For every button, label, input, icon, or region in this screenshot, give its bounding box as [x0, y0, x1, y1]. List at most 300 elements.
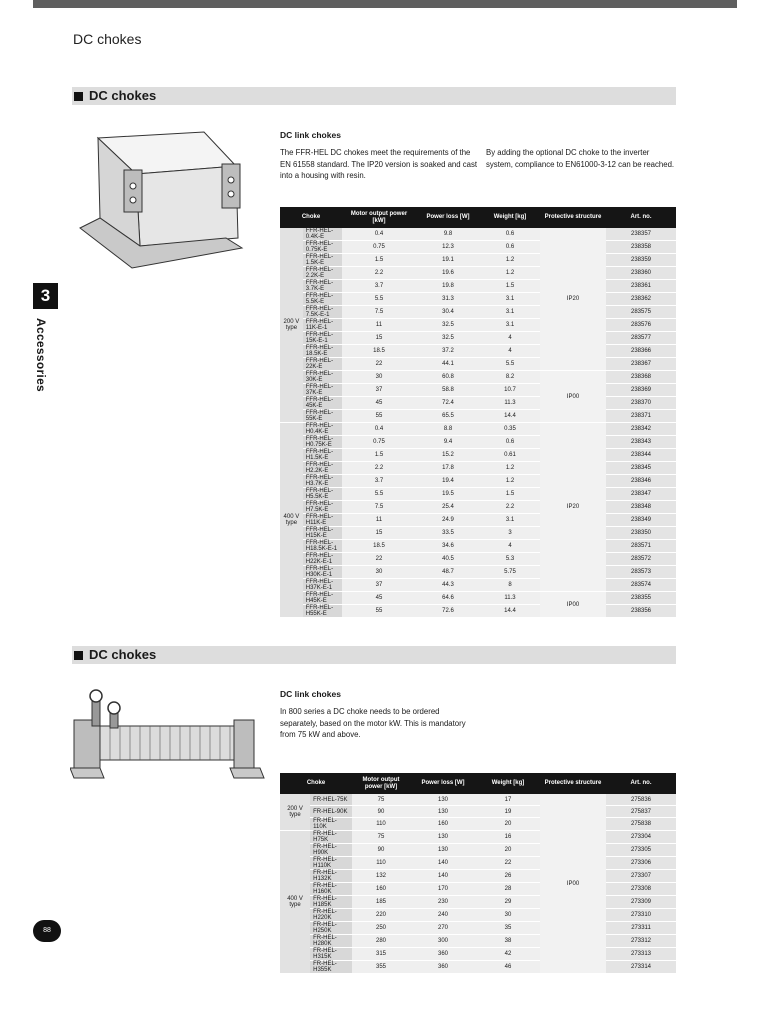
power-loss-cell: 19.1 — [416, 254, 480, 267]
weight-cell: 1.2 — [480, 267, 540, 280]
weight-cell: 5.5 — [480, 358, 540, 371]
section1-text-right: By adding the optional DC choke to the inverter system, compliance to EN61000-3-12 can be reached. — [486, 148, 675, 169]
table-row — [280, 241, 676, 254]
power-loss-cell: 240 — [410, 909, 476, 922]
power-loss-cell: 19.4 — [416, 475, 480, 488]
art-no-cell: 273307 — [606, 870, 676, 883]
art-no-cell: 238362 — [606, 293, 676, 306]
art-no-cell: 238358 — [606, 241, 676, 254]
power-loss-cell: 140 — [410, 870, 476, 883]
choke-model-cell: FFR-HEL-H30K-E-1 — [303, 566, 342, 579]
power-loss-cell: 360 — [410, 948, 476, 961]
art-no-cell: 238349 — [606, 514, 676, 527]
choke-model-cell: FR-HEL-H185K — [310, 896, 352, 909]
art-no-cell: 238348 — [606, 501, 676, 514]
column-header: Weight [kg] — [476, 773, 540, 794]
art-no-cell: 238345 — [606, 462, 676, 475]
table-row — [280, 831, 676, 844]
table-row — [280, 449, 676, 462]
choke-model-cell: FFR-HEL-H1.5K-E — [303, 449, 342, 462]
power-loss-cell: 270 — [410, 922, 476, 935]
weight-cell: 14.4 — [480, 410, 540, 423]
motor-power-cell: 90 — [352, 844, 410, 857]
art-no-cell: 238369 — [606, 384, 676, 397]
motor-power-cell: 110 — [352, 818, 410, 831]
chapter-number: 3 — [33, 283, 58, 309]
choke-model-cell: FFR-HEL-H45K-E — [303, 592, 342, 605]
motor-power-cell: 45 — [342, 592, 416, 605]
choke-model-cell: FFR-HEL-1.5K-E — [303, 254, 342, 267]
motor-power-cell: 22 — [342, 358, 416, 371]
motor-power-cell: 185 — [352, 896, 410, 909]
table-row — [280, 818, 676, 831]
motor-power-cell: 160 — [352, 883, 410, 896]
table-row — [280, 345, 676, 358]
motor-power-cell: 110 — [352, 857, 410, 870]
column-header: Power loss [W] — [410, 773, 476, 794]
weight-cell: 38 — [476, 935, 540, 948]
weight-cell: 35 — [476, 922, 540, 935]
art-no-cell: 273304 — [606, 831, 676, 844]
power-loss-cell: 160 — [410, 818, 476, 831]
power-loss-cell: 44.3 — [416, 579, 480, 592]
column-header: Protective structure — [540, 207, 606, 228]
protective-structure-cell: IP20 — [540, 423, 606, 592]
motor-power-cell: 3.7 — [342, 280, 416, 293]
weight-cell: 0.61 — [480, 449, 540, 462]
motor-power-cell: 280 — [352, 935, 410, 948]
power-loss-cell: 19.8 — [416, 280, 480, 293]
art-no-cell: 275838 — [606, 818, 676, 831]
choke-model-cell: FFR-HEL-H11K-E — [303, 514, 342, 527]
weight-cell: 14.4 — [480, 605, 540, 618]
column-header: Weight [kg] — [480, 207, 540, 228]
motor-power-cell: 220 — [352, 909, 410, 922]
power-loss-cell: 9.4 — [416, 436, 480, 449]
table-row — [280, 319, 676, 332]
art-no-cell: 238360 — [606, 267, 676, 280]
power-loss-cell: 32.5 — [416, 319, 480, 332]
table-row — [280, 896, 676, 909]
choke-model-cell: FR-HEL-110K — [310, 818, 352, 831]
weight-cell: 22 — [476, 857, 540, 870]
motor-power-cell: 1.5 — [342, 449, 416, 462]
motor-power-cell: 22 — [342, 553, 416, 566]
weight-cell: 1.2 — [480, 475, 540, 488]
motor-power-cell: 11 — [342, 319, 416, 332]
choke-model-cell: FFR-HEL-0.4K-E — [303, 228, 342, 241]
power-loss-cell: 44.1 — [416, 358, 480, 371]
protective-structure-cell: IP00 — [540, 371, 606, 423]
table-row — [280, 293, 676, 306]
section-title-2: DC chokes — [72, 646, 676, 664]
table-row — [280, 436, 676, 449]
motor-power-cell: 0.75 — [342, 241, 416, 254]
motor-power-cell: 75 — [352, 794, 410, 806]
art-no-cell: 283575 — [606, 306, 676, 319]
motor-power-cell: 7.5 — [342, 306, 416, 319]
weight-cell: 16 — [476, 831, 540, 844]
motor-power-cell: 1.5 — [342, 254, 416, 267]
art-no-cell: 283572 — [606, 553, 676, 566]
choke-model-cell: FFR-HEL-H0.4K-E — [303, 423, 342, 436]
choke-model-cell: FR-HEL-H132K — [310, 870, 352, 883]
weight-cell: 11.3 — [480, 592, 540, 605]
chapter-label: Accessories — [34, 318, 48, 393]
art-no-cell: 238347 — [606, 488, 676, 501]
table-row — [280, 410, 676, 423]
table-row — [280, 935, 676, 948]
power-loss-cell: 72.6 — [416, 605, 480, 618]
weight-cell: 8.2 — [480, 371, 540, 384]
choke-model-cell: FR-HEL-H250K — [310, 922, 352, 935]
choke-model-cell: FFR-HEL-11K-E-1 — [303, 319, 342, 332]
art-no-cell: 238371 — [606, 410, 676, 423]
power-loss-cell: 19.5 — [416, 488, 480, 501]
weight-cell: 0.6 — [480, 241, 540, 254]
table-row — [280, 794, 676, 806]
choke-model-cell: FFR-HEL-H55K-E — [303, 605, 342, 618]
motor-power-cell: 0.75 — [342, 436, 416, 449]
motor-power-cell: 55 — [342, 410, 416, 423]
weight-cell: 0.6 — [480, 228, 540, 241]
weight-cell: 8 — [480, 579, 540, 592]
voltage-type-cell: 400 V type — [280, 831, 310, 974]
art-no-cell: 283573 — [606, 566, 676, 579]
table-row — [280, 397, 676, 410]
choke-model-cell: FFR-HEL-H5.5K-E — [303, 488, 342, 501]
motor-power-cell: 5.5 — [342, 293, 416, 306]
weight-cell: 11.3 — [480, 397, 540, 410]
motor-power-cell: 0.4 — [342, 423, 416, 436]
choke-model-cell: FFR-HEL-30K-E — [303, 371, 342, 384]
motor-power-cell: 45 — [342, 397, 416, 410]
power-loss-cell: 30.4 — [416, 306, 480, 319]
column-header: Choke — [280, 207, 342, 228]
column-header: Choke — [280, 773, 352, 794]
weight-cell: 1.5 — [480, 280, 540, 293]
weight-cell: 2.2 — [480, 501, 540, 514]
art-no-cell: 273309 — [606, 896, 676, 909]
power-loss-cell: 25.4 — [416, 501, 480, 514]
table-row — [280, 844, 676, 857]
choke-model-cell: FR-HEL-H75K — [310, 831, 352, 844]
section2-text: In 800 series a DC choke needs to be ordered separately, based on the motor kW. This is mandatory from 75 kW and above. — [280, 707, 466, 739]
power-loss-cell: 230 — [410, 896, 476, 909]
power-loss-cell: 130 — [410, 844, 476, 857]
table-row — [280, 922, 676, 935]
column-header: Motor output power [kW] — [352, 773, 410, 794]
motor-power-cell: 315 — [352, 948, 410, 961]
dc-choke-table-1 — [280, 207, 676, 618]
choke-model-cell: FR-HEL-H160K — [310, 883, 352, 896]
weight-cell: 0.35 — [480, 423, 540, 436]
motor-power-cell: 37 — [342, 384, 416, 397]
weight-cell: 46 — [476, 961, 540, 974]
motor-power-cell: 15 — [342, 332, 416, 345]
art-no-cell: 283577 — [606, 332, 676, 345]
table-row — [280, 527, 676, 540]
table-row — [280, 514, 676, 527]
power-loss-cell: 19.6 — [416, 267, 480, 280]
page-header: DC chokes — [73, 31, 142, 47]
column-header: Protective structure — [540, 773, 606, 794]
weight-cell: 4 — [480, 332, 540, 345]
motor-power-cell: 90 — [352, 806, 410, 818]
art-no-cell: 238356 — [606, 605, 676, 618]
weight-cell: 1.2 — [480, 254, 540, 267]
choke-model-cell: FFR-HEL-H37K-E-1 — [303, 579, 342, 592]
table-row — [280, 948, 676, 961]
table-row — [280, 371, 676, 384]
power-loss-cell: 40.5 — [416, 553, 480, 566]
dc-choke-table-2 — [280, 773, 676, 974]
power-loss-cell: 12.3 — [416, 241, 480, 254]
protective-structure-cell: IP20 — [540, 228, 606, 371]
dc-choke-ip20-illustration — [76, 128, 248, 274]
motor-power-cell: 2.2 — [342, 462, 416, 475]
weight-cell: 4 — [480, 540, 540, 553]
motor-power-cell: 2.2 — [342, 267, 416, 280]
motor-power-cell: 18.5 — [342, 345, 416, 358]
table-row — [280, 423, 676, 436]
choke-model-cell: FR-HEL-H315K — [310, 948, 352, 961]
table-row — [280, 475, 676, 488]
power-loss-cell: 37.2 — [416, 345, 480, 358]
power-loss-cell: 130 — [410, 831, 476, 844]
motor-power-cell: 75 — [352, 831, 410, 844]
power-loss-cell: 33.5 — [416, 527, 480, 540]
motor-power-cell: 30 — [342, 371, 416, 384]
table-row — [280, 553, 676, 566]
top-bar — [33, 0, 737, 8]
power-loss-cell: 72.4 — [416, 397, 480, 410]
power-loss-cell: 31.3 — [416, 293, 480, 306]
power-loss-cell: 17.8 — [416, 462, 480, 475]
art-no-cell: 238342 — [606, 423, 676, 436]
power-loss-cell: 24.9 — [416, 514, 480, 527]
art-no-cell: 238361 — [606, 280, 676, 293]
weight-cell: 1.5 — [480, 488, 540, 501]
motor-power-cell: 30 — [342, 566, 416, 579]
table-row — [280, 566, 676, 579]
weight-cell: 4 — [480, 345, 540, 358]
motor-power-cell: 37 — [342, 579, 416, 592]
voltage-type-cell: 200 V type — [280, 228, 303, 423]
choke-model-cell: FR-HEL-H355K — [310, 961, 352, 974]
choke-model-cell: FFR-HEL-2.2K-E — [303, 267, 342, 280]
motor-power-cell: 0.4 — [342, 228, 416, 241]
table-row — [280, 254, 676, 267]
table-row — [280, 592, 676, 605]
weight-cell: 29 — [476, 896, 540, 909]
power-loss-cell: 48.7 — [416, 566, 480, 579]
art-no-cell: 273314 — [606, 961, 676, 974]
choke-model-cell: FFR-HEL-H7.5K-E — [303, 501, 342, 514]
table-row — [280, 488, 676, 501]
weight-cell: 3.1 — [480, 514, 540, 527]
weight-cell: 3.1 — [480, 293, 540, 306]
choke-model-cell: FR-HEL-75K — [310, 794, 352, 806]
choke-model-cell: FFR-HEL-H15K-E — [303, 527, 342, 540]
weight-cell: 5.3 — [480, 553, 540, 566]
section2-subtitle: DC link chokes — [280, 689, 341, 699]
voltage-type-cell: 400 V type — [280, 423, 303, 618]
square-bullet-icon — [74, 92, 83, 101]
section-title-1: DC chokes — [72, 87, 676, 105]
art-no-cell: 238359 — [606, 254, 676, 267]
motor-power-cell: 3.7 — [342, 475, 416, 488]
art-no-cell: 273311 — [606, 922, 676, 935]
art-no-cell: 238366 — [606, 345, 676, 358]
table-row — [280, 870, 676, 883]
art-no-cell: 283571 — [606, 540, 676, 553]
page-number: 88 — [33, 920, 61, 942]
weight-cell: 28 — [476, 883, 540, 896]
protective-structure-cell: IP00 — [540, 592, 606, 618]
table-row — [280, 306, 676, 319]
choke-model-cell: FFR-HEL-3.7K-E — [303, 280, 342, 293]
choke-model-cell: FR-HEL-H110K — [310, 857, 352, 870]
choke-model-cell: FFR-HEL-H22K-E-1 — [303, 553, 342, 566]
weight-cell: 5.75 — [480, 566, 540, 579]
table-row — [280, 384, 676, 397]
table-row — [280, 280, 676, 293]
power-loss-cell: 130 — [410, 806, 476, 818]
table-row — [280, 358, 676, 371]
weight-cell: 0.6 — [480, 436, 540, 449]
power-loss-cell: 170 — [410, 883, 476, 896]
choke-model-cell: FFR-HEL-15K-E-1 — [303, 332, 342, 345]
art-no-cell: 238344 — [606, 449, 676, 462]
power-loss-cell: 300 — [410, 935, 476, 948]
table-row — [280, 961, 676, 974]
motor-power-cell: 55 — [342, 605, 416, 618]
table-row — [280, 806, 676, 818]
power-loss-cell: 64.6 — [416, 592, 480, 605]
column-header: Art. no. — [606, 773, 676, 794]
table-row — [280, 579, 676, 592]
dc-choke-ip00-illustration — [70, 686, 266, 782]
weight-cell: 1.2 — [480, 462, 540, 475]
table-row — [280, 883, 676, 896]
weight-cell: 3.1 — [480, 319, 540, 332]
table-row — [280, 501, 676, 514]
section1-text-left: The FFR-HEL DC chokes meet the requirements of the EN 61558 standard. The IP20 version is soaked and cast into a housing with resin. — [280, 148, 478, 180]
power-loss-cell: 65.5 — [416, 410, 480, 423]
section1-subtitle: DC link chokes — [280, 130, 341, 140]
choke-model-cell: FFR-HEL-22K-E — [303, 358, 342, 371]
art-no-cell: 273310 — [606, 909, 676, 922]
weight-cell: 42 — [476, 948, 540, 961]
choke-model-cell: FR-HEL-H220K — [310, 909, 352, 922]
motor-power-cell: 18.5 — [342, 540, 416, 553]
power-loss-cell: 34.6 — [416, 540, 480, 553]
choke-model-cell: FFR-HEL-H18.5K-E-1 — [303, 540, 342, 553]
choke-model-cell: FR-HEL-H280K — [310, 935, 352, 948]
choke-model-cell: FFR-HEL-45K-E — [303, 397, 342, 410]
art-no-cell: 273306 — [606, 857, 676, 870]
square-bullet-icon — [74, 651, 83, 660]
art-no-cell: 275837 — [606, 806, 676, 818]
power-loss-cell: 32.5 — [416, 332, 480, 345]
motor-power-cell: 15 — [342, 527, 416, 540]
table-row — [280, 228, 676, 241]
weight-cell: 20 — [476, 818, 540, 831]
power-loss-cell: 15.2 — [416, 449, 480, 462]
power-loss-cell: 140 — [410, 857, 476, 870]
choke-model-cell: FFR-HEL-H2.2K-E — [303, 462, 342, 475]
art-no-cell: 273313 — [606, 948, 676, 961]
table-row — [280, 605, 676, 618]
motor-power-cell: 11 — [342, 514, 416, 527]
choke-model-cell: FFR-HEL-H0.75K-E — [303, 436, 342, 449]
art-no-cell: 238367 — [606, 358, 676, 371]
art-no-cell: 238343 — [606, 436, 676, 449]
motor-power-cell: 250 — [352, 922, 410, 935]
choke-model-cell: FFR-HEL-0.75K-E — [303, 241, 342, 254]
table-row — [280, 909, 676, 922]
power-loss-cell: 60.8 — [416, 371, 480, 384]
weight-cell: 30 — [476, 909, 540, 922]
weight-cell: 19 — [476, 806, 540, 818]
weight-cell: 3 — [480, 527, 540, 540]
art-no-cell: 283574 — [606, 579, 676, 592]
protective-structure-cell: IP00 — [540, 794, 606, 974]
art-no-cell: 238346 — [606, 475, 676, 488]
column-header: Power loss [W] — [416, 207, 480, 228]
art-no-cell: 238357 — [606, 228, 676, 241]
power-loss-cell: 130 — [410, 794, 476, 806]
weight-cell: 10.7 — [480, 384, 540, 397]
motor-power-cell: 132 — [352, 870, 410, 883]
weight-cell: 17 — [476, 794, 540, 806]
power-loss-cell: 58.8 — [416, 384, 480, 397]
choke-model-cell: FFR-HEL-18.5K-E — [303, 345, 342, 358]
table-row — [280, 267, 676, 280]
art-no-cell: 238350 — [606, 527, 676, 540]
art-no-cell: 238370 — [606, 397, 676, 410]
choke-model-cell: FFR-HEL-55K-E — [303, 410, 342, 423]
table-row — [280, 332, 676, 345]
choke-model-cell: FR-HEL-90K — [310, 806, 352, 818]
art-no-cell: 273308 — [606, 883, 676, 896]
table-row — [280, 540, 676, 553]
choke-model-cell: FFR-HEL-5.5K-E — [303, 293, 342, 306]
weight-cell: 26 — [476, 870, 540, 883]
table-row — [280, 857, 676, 870]
choke-model-cell: FFR-HEL-37K-E — [303, 384, 342, 397]
choke-model-cell: FR-HEL-H90K — [310, 844, 352, 857]
choke-model-cell: FFR-HEL-H3.7K-E — [303, 475, 342, 488]
motor-power-cell: 7.5 — [342, 501, 416, 514]
voltage-type-cell: 200 V type — [280, 794, 310, 831]
weight-cell: 3.1 — [480, 306, 540, 319]
motor-power-cell: 355 — [352, 961, 410, 974]
choke-model-cell: FFR-HEL-7.5K-E-1 — [303, 306, 342, 319]
power-loss-cell: 8.8 — [416, 423, 480, 436]
table-row — [280, 462, 676, 475]
art-no-cell: 238355 — [606, 592, 676, 605]
weight-cell: 20 — [476, 844, 540, 857]
motor-power-cell: 5.5 — [342, 488, 416, 501]
art-no-cell: 238368 — [606, 371, 676, 384]
column-header: Motor output power [kW] — [342, 207, 416, 228]
art-no-cell: 275836 — [606, 794, 676, 806]
art-no-cell: 273305 — [606, 844, 676, 857]
power-loss-cell: 360 — [410, 961, 476, 974]
column-header: Art. no. — [606, 207, 676, 228]
